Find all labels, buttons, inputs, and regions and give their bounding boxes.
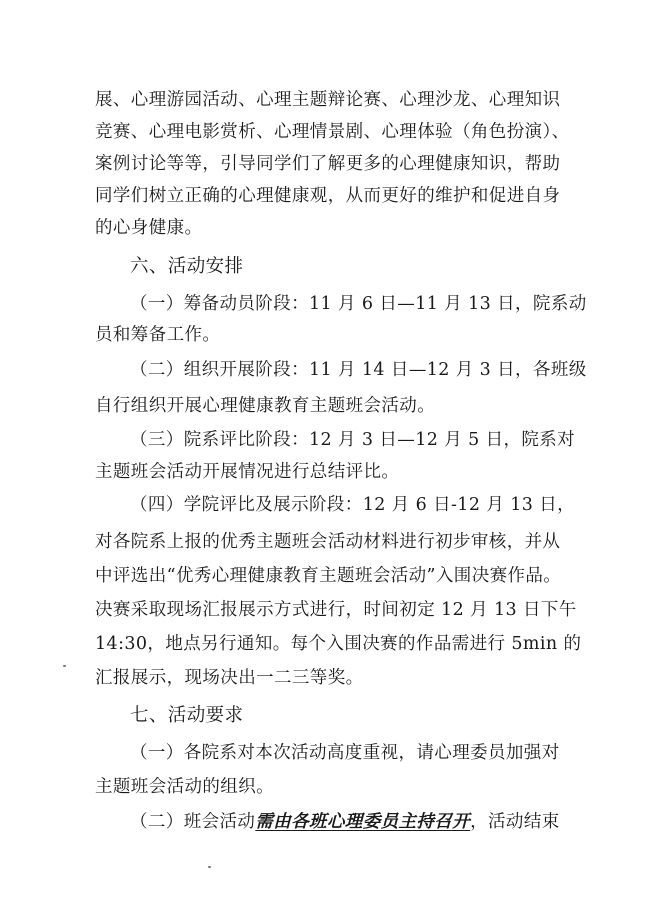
schedule-item-college-review-cont: 14:30，地点另行通知。每个入围决赛的作品需进行 5min 的 bbox=[95, 634, 582, 654]
schedule-item-department-review-cont: 主题班会活动开展情况进行总结评比。 bbox=[95, 462, 400, 482]
schedule-item-college-review-cont: 中评选出“优秀心理健康教育主题班会活动”入围决赛作品。 bbox=[95, 566, 562, 586]
schedule-item-college-review-cont: 决赛采取现场汇报展示方式进行，时间初定 12 月 13 日下午 bbox=[95, 600, 577, 620]
section-heading-activity-schedule: 六、活动安排 bbox=[130, 256, 244, 277]
schedule-item-organization: （二）组织开展阶段：11 月 14 日—12 月 3 日，各班级 bbox=[130, 360, 587, 380]
body-line: 展、心理游园活动、心理主题辩论赛、心理沙龙、心理知识 bbox=[95, 90, 561, 110]
requirement-item-1: （一）各院系对本次活动高度重视，请心理委员加强对 bbox=[130, 743, 560, 763]
body-line: 案例讨论等等，引导同学们了解更多的心理健康知识，帮助 bbox=[95, 154, 561, 174]
schedule-item-organization-cont: 自行组织开展心理健康教育主题班会活动。 bbox=[95, 396, 436, 416]
schedule-item-department-review: （三）院系评比阶段：12 月 3 日—12 月 5 日，院系对 bbox=[130, 430, 576, 450]
requirement-item-2-suffix: ，活动结束 bbox=[470, 812, 560, 832]
schedule-item-preparation: （一）筹备动员阶段：11 月 6 日—11 月 13 日，院系动 bbox=[130, 294, 587, 314]
scan-speck bbox=[63, 665, 66, 667]
schedule-item-preparation-cont: 员和筹备工作。 bbox=[95, 325, 221, 345]
requirement-item-2-emphasis: 需由各班心理委员主持召开 bbox=[255, 812, 471, 832]
schedule-item-college-review-cont: 汇报展示，现场决出一二三等奖。 bbox=[95, 668, 364, 688]
schedule-item-college-review: （四）学院评比及展示阶段：12 月 6 日-12 月 13 日， bbox=[130, 495, 576, 515]
body-line: 同学们树立正确的心理健康观，从而更好的维护和促进自身 bbox=[95, 186, 561, 206]
requirement-item-2-prefix: （二）班会活动 bbox=[130, 812, 256, 832]
scan-speck bbox=[208, 866, 211, 868]
schedule-item-college-review-cont: 对各院系上报的优秀主题班会活动材料进行初步审核，并从 bbox=[95, 532, 561, 552]
body-line: 竞赛、心理电影赏析、心理情景剧、心理体验（角色扮演）、 bbox=[95, 122, 570, 142]
body-line: 的心身健康。 bbox=[95, 218, 203, 238]
requirement-item-2 bbox=[130, 810, 600, 834]
section-heading-activity-requirements: 七、活动要求 bbox=[130, 705, 244, 726]
requirement-item-1-cont: 主题班会活动的组织。 bbox=[95, 777, 274, 797]
